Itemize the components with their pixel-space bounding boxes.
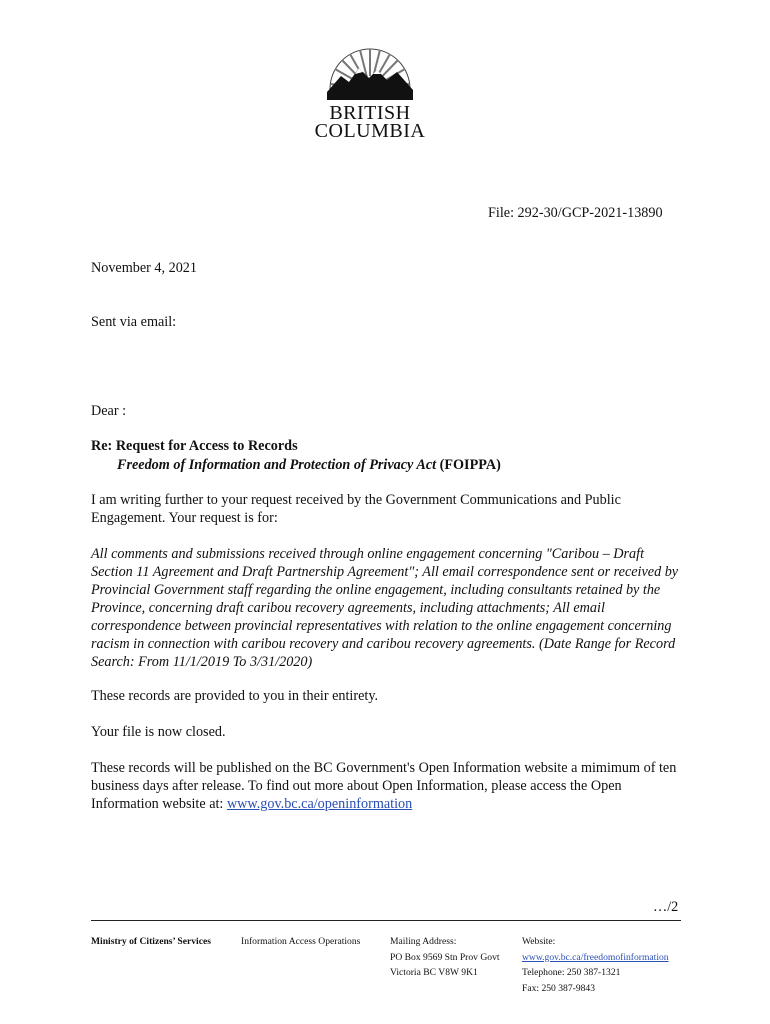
subject-line: Re: Request for Access to Records xyxy=(91,438,298,454)
bc-sun-mountain-icon xyxy=(325,44,415,102)
mailing-line1: PO Box 9569 Stn Prov Govt xyxy=(390,951,500,963)
request-text: All comments and submissions received through online engagement concerning "Caribou – Draft Section 11 Agreement and Draft Partnership Agreement"; All email correspondence sent or received by Provincial Government staff regarding the online engagement, including consultants retained by the Province, concerning draft caribou recovery agreements, including attachments; All email correspondence between provincial representatives with relation to the online engagement concerning racism in connection with caribou recovery and caribou recovery agreements. (Date Range for Record Search: From 11/1/2019 To 3/31/2020) xyxy=(91,546,679,670)
footer-contact xyxy=(522,934,669,996)
act-abbrev: (FOIPPA) xyxy=(436,457,501,473)
logo-wordmark-columbia: COLUMBIA xyxy=(314,120,426,142)
salutation: Dear : xyxy=(91,403,127,419)
freedom-of-information-link[interactable]: www.gov.bc.ca/freedomofinformation xyxy=(522,951,669,963)
mailing-label: Mailing Address: xyxy=(390,936,457,947)
letter-date: November 4, 2021 xyxy=(91,260,197,276)
act-name: Freedom of Information and Protection of Privacy Act xyxy=(117,457,437,473)
entirety-paragraph: These records are provided to you in their entirety. xyxy=(91,688,379,704)
intro-paragraph: I am writing further to your request received by the Government Communications and Public Engagement. Your request is for: xyxy=(91,492,621,526)
footer-ministry: Ministry of Citizens’ Services xyxy=(91,936,211,947)
telephone: Telephone: 250 387-1321 xyxy=(522,967,621,978)
page-number: …/2 xyxy=(653,899,679,915)
fax: Fax: 250 387-9843 xyxy=(522,982,596,994)
website-label: Website: xyxy=(522,936,556,947)
sent-via: Sent via email: xyxy=(91,314,177,330)
publish-paragraph xyxy=(91,759,681,813)
footer-divider xyxy=(91,920,681,921)
open-information-link[interactable]: www.gov.bc.ca/openinformation xyxy=(226,796,413,812)
footer-branch: Information Access Operations xyxy=(241,936,361,947)
footer-mailing-address xyxy=(390,934,500,981)
mailing-line2: Victoria BC V8W 9K1 xyxy=(390,967,478,978)
file-reference: File: 292-30/GCP-2021-13890 xyxy=(488,205,663,221)
logo-wordmark-british: BRITISH xyxy=(329,102,411,124)
subject-act xyxy=(117,456,501,474)
publish-text: These records will be published on the BC Government's Open Information website a mimimum of ten business days after release. To find out more about Open Information, please access the Open Information website at: xyxy=(91,760,677,812)
closed-paragraph: Your file is now closed. xyxy=(91,724,226,740)
bc-logo xyxy=(310,44,430,144)
